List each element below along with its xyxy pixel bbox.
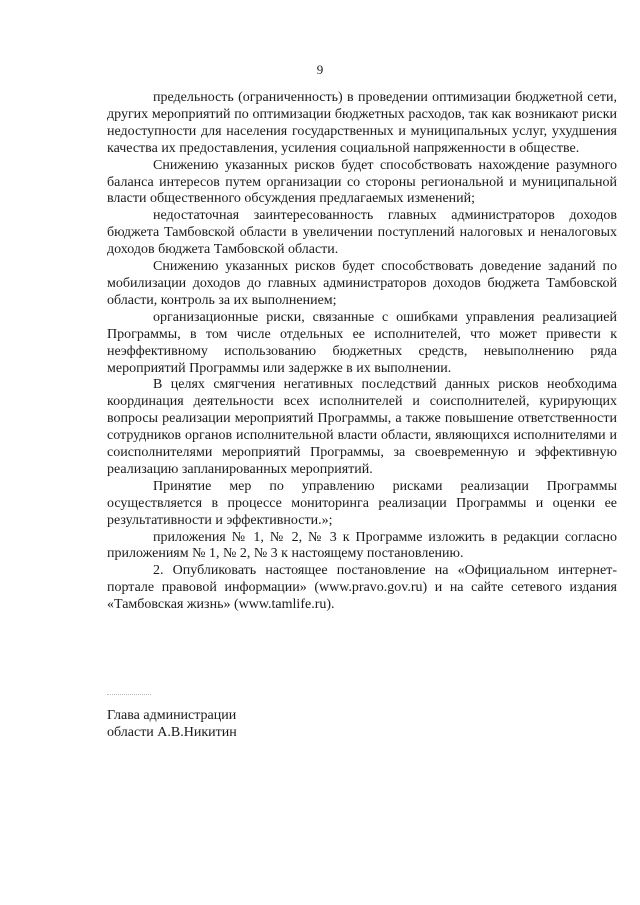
page-number: 9	[316, 62, 324, 77]
paragraph-budget-network-limits: предельность (ограниченность) в проведении оптимизации бюджетной сети, других мероприятий по оптимизации бюджетных расходов, так как возникают риски недоступности для населения государственных и муниципальных услуг, ухудшения качества их предоставления, усиления социальной напряженности в обществе.	[107, 90, 617, 156]
paragraph-revenue-mobilization: Снижению указанных рисков будет способствовать доведение заданий по мобилизации доходов до главных администраторов доходов бюджета Тамбовской области, контроль за их выполнением;	[107, 259, 617, 308]
paragraph-organizational-risks: организационные риски, связанные с ошибками управления реализацией Программы, в том числе отдельных ее исполнителей, что может привести к неэффективному использованию бюджетных средств, невыполнению ряда мероприятий Программы или задержке в их выполнении.	[107, 309, 617, 376]
paragraph-risk-mitigation-balance: Снижению указанных рисков будет способствовать нахождение разумного баланса интересов путем организации со стороны региональной и муниципальной власти общественного обсуждения предлагаемых изменений;	[107, 157, 617, 207]
divider	[107, 694, 151, 695]
paragraph-insufficient-interest: недостаточная заинтересованность главных администраторов доходов бюджета Тамбовской области в увеличении поступлений налоговых и неналоговых доходов бюджета Тамбовской области.	[107, 208, 617, 258]
paragraph-risk-monitoring: Принятие мер по управлению рисками реализации Программы осуществляется в процессе мониторинга реализации Программы и оценки ее результативности и эффективности.»;	[107, 478, 617, 528]
paragraph-appendices: приложения № 1, № 2, № 3 к Программе изложить в редакции согласно приложениям № 1, № 2, № 3 к настоящему постановлению.	[107, 529, 617, 562]
document-body	[107, 90, 617, 614]
signature-title: Глава администрации	[107, 708, 237, 723]
signature-block	[107, 708, 237, 741]
paragraph-mitigation-coordination: В целях смягчения негативных последствий данных рисков необходима координация деятельности всех исполнителей и соисполнителей, курирующих вопросы реализации мероприятий Программы, а также повышение ответственности сотрудников органов исполнительной власти области, являющихся исполнителями и соисполнителями мероприятий Программы, за своевременную и эффективную реализацию запланированных мероприятий.	[107, 377, 617, 477]
signature-name: области А.В.Никитин	[107, 724, 237, 740]
paragraph-publication: 2. Опубликовать настоящее постановление на «Официальном интернет-портале правовой информации» (www.pravo.gov.ru) и на сайте сетевого издания «Тамбовская жизнь» (www.tamlife.ru).	[107, 563, 617, 613]
